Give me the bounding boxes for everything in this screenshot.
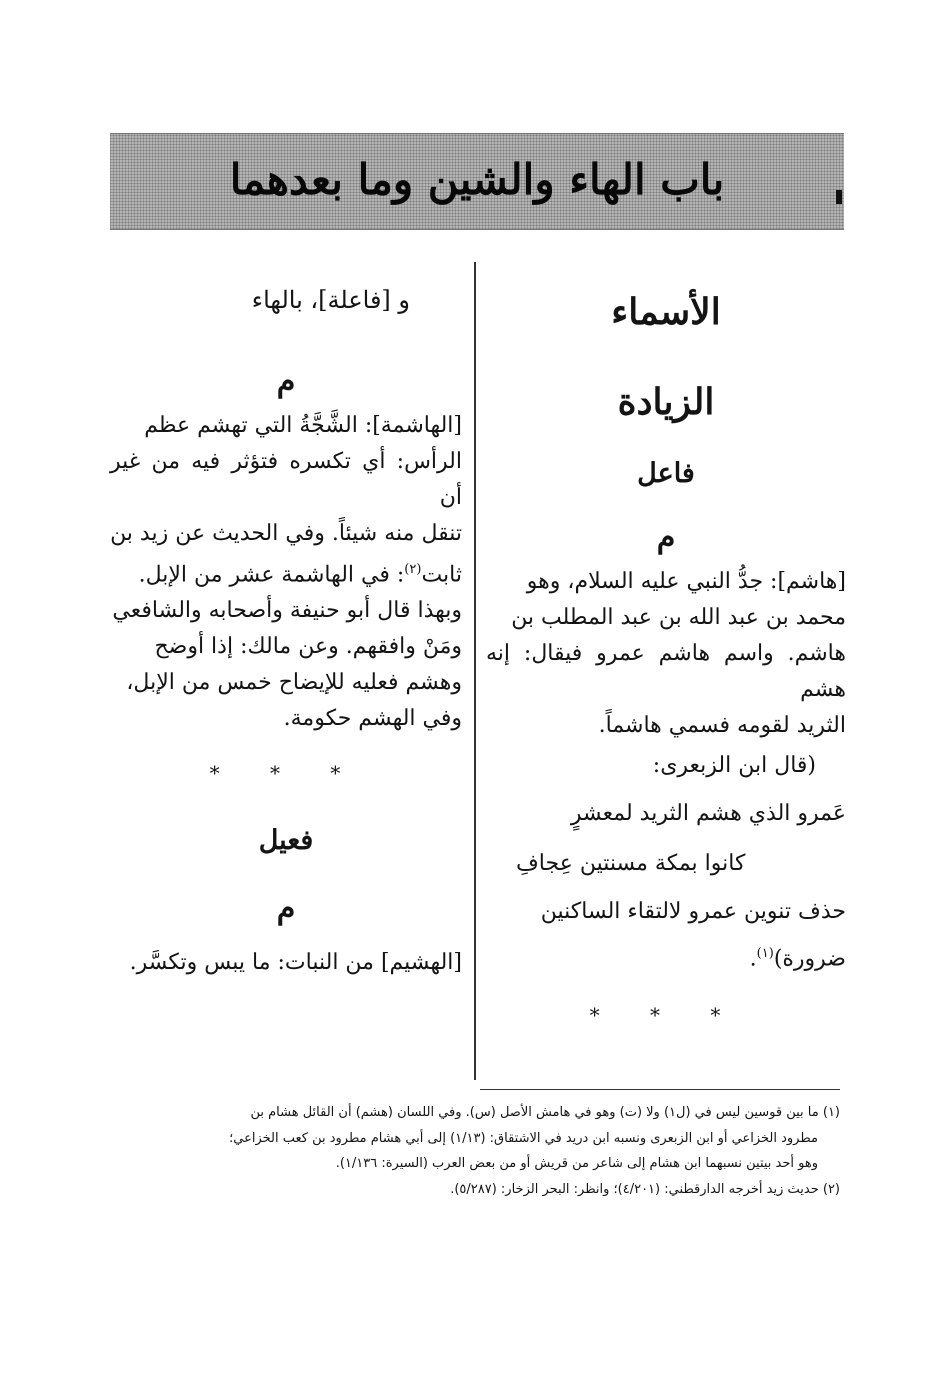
mim-marker: م <box>656 520 676 555</box>
mim-marker: م <box>276 364 296 399</box>
header-mark <box>836 190 842 204</box>
footnote-1-line-2: مطرود الخزاعي أو ابن الزبعرى ونسبه ابن دريد في الاشتقاق: (١/١٣) إلى أبي هشام مطرود بن كعب الخزاعي؛ <box>229 1130 818 1146</box>
section-stars: * * * <box>589 1003 743 1028</box>
entry-line: وبهذا قال أبو حنيفة وأصحابه والشافعي <box>112 598 462 624</box>
footnote-1-line-1: (١) ما بين قوسين ليس في (ل١) ولا (ت) وهو في هامش الأصل (س). وفي اللسان (هشم) أن القائل هشام بن <box>250 1105 840 1120</box>
entry-hashima <box>110 408 462 737</box>
heading-ziyada: الزيادة <box>617 381 715 423</box>
heading-faail: فاعل <box>637 458 695 489</box>
quote-intro: (قال ابن الزبعرى: <box>652 753 816 778</box>
note-end <box>486 936 846 977</box>
footnote-separator <box>480 1089 840 1090</box>
footnote-ref-1[interactable]: (١) <box>756 946 774 961</box>
entry-hashim <box>486 564 846 744</box>
heading-asmaa: الأسماء <box>611 291 721 333</box>
note-end-text: ضرورة) <box>773 946 846 972</box>
note-line: حذف تنوين عمرو لالتقاء الساكنين <box>540 899 846 924</box>
chapter-header-band <box>110 133 844 230</box>
entry-line: هاشم. واسم هاشم عمرو فيقال: إنه هشم <box>486 641 846 702</box>
footnote-1-line-3: وهو أحد بيتين نسبهما ابن هشام إلى شاعر من قريش أو من بعض العرب (السيرة: ١/١٣٦). <box>335 1156 818 1171</box>
entry-line: وفي الهشم حكومة. <box>283 706 462 732</box>
entry-line: الرأس: أي تكسره فتؤثر فيه من غير أن <box>110 449 462 510</box>
entry-line: وهشم فعليه للإيضاح خمس من الإبل، <box>126 670 462 696</box>
entry-line: [الهاشمة]: الشَّجَّةُ التي تهشم عظم <box>144 413 462 438</box>
right-column <box>486 280 846 1027</box>
entry-hashim-plant: [الهشيم] من النبات: ما يبس وتكسَّر. <box>129 950 462 976</box>
mim-marker: م <box>276 891 296 927</box>
intro-faila: و [فاعلة]، بالهاء <box>251 286 410 314</box>
section-stars: * * * <box>209 761 363 786</box>
heading-fail: فعيل <box>258 825 314 857</box>
verse-line-1: عَمرو الذي هشم الثريد لمعشرٍ <box>570 801 846 826</box>
entry-line <box>110 552 462 593</box>
footnote-2: (٢) حديث زيد أخرجه الدارقطني: (٤/٢٠١)؛ وانظر: البحر الزخار: (٥/٢٨٧). <box>450 1181 840 1197</box>
left-column <box>110 280 462 981</box>
column-divider <box>474 262 476 1080</box>
thabit-rest: : في الهاشمة عشر من الإبل. <box>138 562 405 588</box>
entry-line: محمد بن عبد الله بن عبد المطلب بن <box>511 605 846 630</box>
note-end-dot: . <box>749 946 757 972</box>
entry-line: [هاشم]: جدُّ النبي عليه السلام، وهو <box>526 569 846 594</box>
footnote-ref-2[interactable]: (٢) <box>404 562 422 577</box>
entry-line: تنقل منه شيئاً. وفي الحديث عن زيد بن <box>110 521 462 546</box>
verse-line-2: كانوا بمكة مسنتين عِجافِ <box>516 851 746 876</box>
thabit-text: ثابت <box>421 562 462 588</box>
entry-line: ومَنْ وافقهم. وعن مالك: إذا أوضح <box>154 634 462 660</box>
entry-line: الثريد لقومه فسمي هاشماً. <box>598 713 846 738</box>
footnotes <box>100 1100 840 1202</box>
chapter-title: باب الهاء والشين وما بعدهما <box>229 155 725 204</box>
